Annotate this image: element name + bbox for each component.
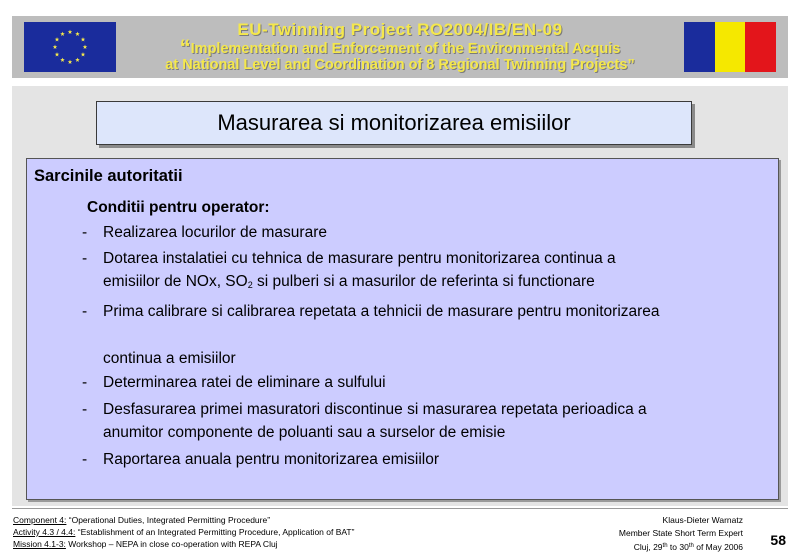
footer-date: Cluj, 29th to 30th of May 2006 — [633, 542, 743, 552]
footer-role: Member State Short Term Expert — [618, 528, 743, 538]
eu-star-icon — [81, 52, 86, 56]
eu-star-icon — [60, 32, 65, 36]
project-subtitle-line1: “Implementation and Enforcement of the Environmental Acquis — [179, 35, 621, 60]
bullet-item: - Prima calibrare si calibrarea repetata a tehnicii de masurare pentru monitorizarea continua a emisiilor — [82, 303, 660, 367]
footer-component: Component 4: “Operational Duties, Integrated Permitting Procedure” — [13, 515, 271, 525]
footer-project-info — [13, 514, 354, 550]
eu-star-icon — [81, 37, 86, 41]
project-title — [132, 20, 668, 73]
bullet-item: - Desfasurarea primei masuratori discontinue si masurarea repetata perioadica a anumitor componente de poluanti sau a surselor de emisie — [82, 401, 647, 441]
flag-stripe-blue — [684, 22, 715, 72]
eu-star-icon — [53, 45, 58, 49]
slide-title-box — [96, 101, 692, 145]
footer-divider — [12, 508, 788, 509]
eu-star-icon — [68, 30, 73, 34]
bullet-item: - Determinarea ratei de eliminare a sulfului — [82, 374, 386, 391]
footer-activity: Activity 4.3 / 4.4: “Establishment of an Integrated Permitting Procedure, Application of BAT” — [13, 527, 355, 537]
bullet-item: - Dotarea instalatiei cu tehnica de masurare pentru monitorizarea continua a emisiilor de NOx, $SO_2$ si pulberi si a masurilor de referinta si functionare — [82, 250, 616, 290]
section-heading: Sarcinile autoritatii — [34, 167, 183, 185]
bullet-item: - Realizarea locurilor de masurare — [82, 224, 327, 241]
subheading: Conditii pentru operator: — [87, 199, 270, 216]
flag-stripe-yellow — [715, 22, 746, 72]
footer-author-info — [619, 514, 743, 553]
eu-flag-icon — [24, 22, 116, 72]
header-banner — [12, 16, 788, 78]
project-subtitle-line2: at National Level and Coordination of 8 Regional Twinning Projects” — [165, 57, 635, 73]
eu-star-icon — [55, 37, 60, 41]
bullet-item: - Raportarea anuala pentru monitorizarea emisiilor — [82, 451, 440, 468]
footer-mission: Mission 4.1-3: Workshop – NEPA in close co-operation with REPA Cluj — [13, 539, 278, 549]
eu-star-icon — [60, 58, 65, 62]
content-box — [26, 158, 779, 500]
romania-flag-icon — [684, 22, 776, 72]
flag-stripe-red — [745, 22, 776, 72]
eu-star-icon — [75, 58, 80, 62]
eu-star-icon — [83, 45, 88, 49]
eu-star-icon — [55, 52, 60, 56]
project-code: EU-Twinning Project RO2004/IB/EN-09 — [237, 20, 563, 39]
page-number: 58 — [770, 532, 786, 548]
eu-star-icon — [68, 60, 73, 64]
footer-author: Klaus-Dieter Warnatz — [662, 515, 743, 525]
slide-title: Masurarea si monitorizarea emisiilor — [217, 110, 571, 135]
eu-star-icon — [75, 32, 80, 36]
